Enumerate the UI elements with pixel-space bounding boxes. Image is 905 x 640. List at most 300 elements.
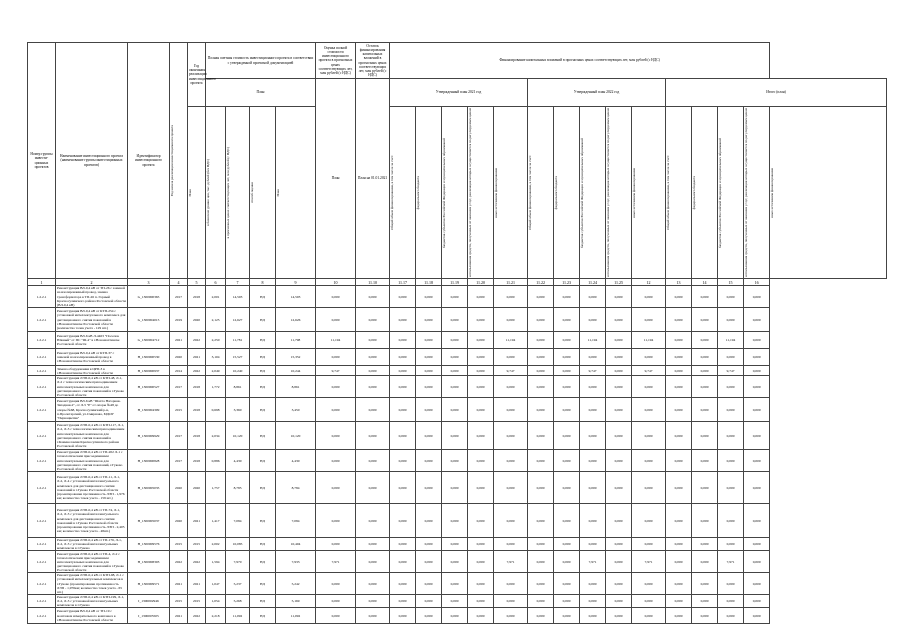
financing-value-cell: 0,000 (356, 376, 390, 398)
remaining-cell: 0,000 (316, 422, 356, 450)
financing-value-cell: 0,000 (692, 308, 718, 332)
financing-value-cell: 0,000 (468, 538, 494, 551)
year-start-cell: 2015 (170, 398, 188, 422)
base-cost-cell: 2,034 (206, 422, 226, 450)
year-start-cell: 2020 (170, 472, 188, 504)
financing-value-cell: 0,000 (744, 538, 770, 551)
column-number: 11.22 (528, 279, 554, 286)
financing-value-cell: 0,000 (666, 573, 692, 594)
financing-value-cell: 0,000 (632, 308, 666, 332)
base-cost-cell: 2,218 (206, 608, 226, 624)
column-number: 11.25 (606, 279, 632, 286)
financing-value-cell: 0,000 (528, 450, 554, 472)
rest-cost-cell: 8,784 (276, 472, 316, 504)
financing-value-cell: 0,000 (528, 308, 554, 332)
name-cell: Реконструкция ЛЭП-0,4 кВ от КТП-98, Л-1 с установкой интеллектуальных комплексов в г.Гуково (проектирование протяженность ЛЭП - 1,976км; количество точек учета - 65 шт.) (56, 573, 128, 594)
column-number: 11.24 (580, 279, 606, 286)
forecast-cost-cell: 5,237 (226, 573, 250, 594)
financing-value-cell: 0,000 (606, 398, 632, 422)
header-year-end-plan: План (188, 107, 206, 279)
rest-cost-cell: 10,404 (276, 538, 316, 551)
financing-value-cell: 0,000 (606, 308, 632, 332)
financing-value-cell: 0,000 (692, 286, 718, 308)
financing-value-cell: 0,000 (416, 422, 442, 450)
financing-value-cell: 0,000 (468, 594, 494, 607)
financing-value-cell: 0,000 (632, 349, 666, 366)
remaining-cell: 0,000 (316, 573, 356, 594)
year-end-cell: 2021 (188, 349, 206, 366)
financing-value-cell: 0,000 (442, 366, 468, 376)
base-cost-cell: 1,757 (206, 472, 226, 504)
fin-header: бюджетов субъектов Российской Федерации и муниципальных образований (580, 107, 606, 279)
base-cost-cell: 1,054 (206, 594, 226, 607)
table-row (28, 398, 887, 422)
id-cell: H_1300000828 (128, 450, 170, 472)
remaining-cell: 0,000 (316, 472, 356, 504)
rest-cost-cell: 7,933 (276, 551, 316, 573)
header-full-cost: Полная сметная стоимость инвестиционного проекта в соответствии с утвержденной проектной документацией (206, 43, 316, 79)
column-number: 16 (744, 279, 770, 286)
financing-value-cell: 0,000 (744, 286, 770, 308)
financing-value-cell: 0,000 (494, 504, 528, 538)
financing-value-cell: 0,000 (606, 422, 632, 450)
financing-value-cell: 0,000 (632, 472, 666, 504)
financing-value-cell: 0,000 (468, 551, 494, 573)
financing-value-cell: 0,000 (632, 573, 666, 594)
forecast-cost-cell: 10,240 (226, 366, 250, 376)
financing-value-cell: 0,000 (442, 349, 468, 366)
id-cell: H_1300009929 (128, 422, 170, 450)
financing-value-cell: 0,000 (554, 286, 580, 308)
financing-value-cell: 0,000 (356, 308, 390, 332)
financing-value-cell: 0,000 (416, 472, 442, 504)
method-cell: НД (250, 538, 276, 551)
base-cost-cell: 2,250 (206, 332, 226, 349)
header-remaining: Остаток финансирования капитальных вложений в прогнозных ценах соответствующих лет, млн рублей (с НДС) (356, 43, 390, 79)
financing-value-cell: 0,000 (666, 376, 692, 398)
header-c9: План (276, 107, 316, 279)
financing-value-cell: 0,000 (744, 332, 770, 349)
financing-value-cell: 0,000 (554, 573, 580, 594)
group-cell: 1.2.2.1 (28, 608, 56, 624)
financing-value-cell: 0,000 (494, 538, 528, 551)
group-cell: 1.2.2.1 (28, 504, 56, 538)
financing-value-cell: 0,000 (390, 366, 416, 376)
fin-header: бюджетов субъектов Российской Федерации и муниципальных образований (442, 107, 468, 279)
column-number: 11.21 (494, 279, 528, 286)
financing-value-cell: 0,000 (528, 551, 554, 573)
financing-value-cell: 0,000 (416, 573, 442, 594)
year-end-cell: 2018 (188, 398, 206, 422)
financing-value-cell: 0,000 (744, 376, 770, 398)
financing-value-cell: 0,000 (494, 608, 528, 624)
financing-value-cell: 0,000 (632, 398, 666, 422)
financing-value-cell: 0,000 (442, 538, 468, 551)
financing-value-cell: 0,000 (692, 551, 718, 573)
column-number: 13 (666, 279, 692, 286)
year-start-cell: 2022 (170, 551, 188, 573)
year-end-cell: 2015 (188, 538, 206, 551)
financing-value-cell: 0,000 (554, 398, 580, 422)
rest-cost-cell: 11,092 (276, 608, 316, 624)
method-cell: НД (250, 332, 276, 349)
fin-header: использования средств, полученных от оказания услуг, реализация которых осуществляется по регулируемым ценам (468, 107, 494, 279)
year-end-cell: 2018 (188, 286, 206, 308)
id-cell: H_1300005037 (128, 504, 170, 538)
year-end-cell: 2018 (188, 376, 206, 398)
financing-value-cell: 0,000 (692, 398, 718, 422)
method-cell: НД (250, 422, 276, 450)
financing-value-cell: 0,000 (356, 538, 390, 551)
financing-value-cell: 0,000 (692, 538, 718, 551)
name-cell: Замена оборудования в ЦРП-3 в г.Новошахтинске Ростовской области (56, 366, 128, 376)
group-cell: 1.2.2.1 (28, 538, 56, 551)
year-start-cell: 2017 (170, 422, 188, 450)
id-cell: G_1300000365 (128, 286, 170, 308)
remaining-cell: 9,747 (316, 366, 356, 376)
group-cell: 1.2.2.1 (28, 594, 56, 607)
method-cell: НД (250, 376, 276, 398)
financing-value-cell: 0,000 (528, 398, 554, 422)
remaining-cell: 0,000 (316, 349, 356, 366)
column-number: 5 (188, 279, 206, 286)
column-number: 12 (632, 279, 666, 286)
financing-value-cell: 7,971 (718, 551, 744, 573)
financing-value-cell: 0,000 (416, 551, 442, 573)
name-cell: Реконструкция ВЛ-6 кВ "Шахта Нагорная-Западная-2", от Л-5 "Р" от опоры №48 до опоры №68, Красносулинский р-н, п.Пролетарский, ул.Смирнова, МДОУ "Первоцветик" (56, 398, 128, 422)
remaining-cell: 0,000 (316, 398, 356, 422)
year-start-cell: 2017 (170, 286, 188, 308)
financing-value-cell: 0,000 (390, 450, 416, 472)
table-row (28, 422, 887, 450)
group-cell: 1.2.2.1 (28, 366, 56, 376)
financing-value-cell: 0,000 (390, 551, 416, 573)
base-cost-cell: 2,001 (206, 286, 226, 308)
financing-value-cell: 0,000 (416, 594, 442, 607)
financing-value-cell: 0,000 (468, 472, 494, 504)
financing-value-cell: 0,000 (356, 472, 390, 504)
financing-value-cell: 0,000 (390, 608, 416, 624)
group-cell: 1.2.2.1 (28, 286, 56, 308)
financing-value-cell: 0,000 (494, 472, 528, 504)
financing-value-cell: 0,000 (416, 398, 442, 422)
remaining-cell: 0,000 (316, 376, 356, 398)
financing-value-cell: 0,000 (442, 422, 468, 450)
financing-value-cell: 0,000 (606, 504, 632, 538)
forecast-cost-cell: 8,861 (226, 376, 250, 398)
financing-value-cell: 0,000 (744, 398, 770, 422)
financing-value-cell: 0,000 (580, 286, 606, 308)
column-number: 11.20 (468, 279, 494, 286)
financing-value-cell: 0,000 (580, 308, 606, 332)
financing-value-cell: 0,000 (416, 332, 442, 349)
financing-value-cell: 0,000 (528, 608, 554, 624)
column-number: 9 (276, 279, 316, 286)
name-cell: Реконструкция ЛЭП-0,4 кВ от ТП-4, Л-2 с технологическим присоединением интеллектуальных комплексов для дистанционного снятия показаний в г.Гуково Ростовской области (56, 551, 128, 573)
remaining-cell: 0,000 (316, 286, 356, 308)
financing-value-cell: 0,000 (744, 366, 770, 376)
column-number: 11.10 (356, 279, 390, 286)
financing-value-cell: 0,000 (528, 573, 554, 594)
group-cell: 1.2.2.1 (28, 376, 56, 398)
fin-header: бюджетов субъектов Российской Федерации и муниципальных образований (718, 107, 744, 279)
financing-value-cell: 0,000 (468, 366, 494, 376)
group-cell: 1.2.2.1 (28, 472, 56, 504)
forecast-cost-cell: 10,120 (226, 422, 250, 450)
financing-value-cell: 0,000 (580, 398, 606, 422)
financing-value-cell: 0,000 (356, 551, 390, 573)
financing-value-cell: 0,000 (744, 472, 770, 504)
financing-value-cell: 0,000 (494, 376, 528, 398)
id-cell: H_1300005035 (128, 472, 170, 504)
year-end-cell: 2022 (188, 551, 206, 573)
table-body (28, 286, 887, 624)
financing-value-cell: 0,000 (744, 422, 770, 450)
financing-value-cell: 0,000 (494, 573, 528, 594)
financing-value-cell: 0,000 (390, 286, 416, 308)
remaining-cell: 0,000 (316, 450, 356, 472)
financing-value-cell: 0,000 (580, 538, 606, 551)
financing-value-cell: 0,000 (692, 366, 718, 376)
fin-header: федерального бюджета (692, 107, 718, 279)
rest-cost-cell: 10,244 (276, 366, 316, 376)
financing-value-cell: 0,000 (468, 332, 494, 349)
header-year-end: Год окончания реализации инвестиционного проекта (188, 43, 206, 107)
financing-value-cell: 7,971 (494, 551, 528, 573)
id-cell: I_1300005505 (128, 608, 170, 624)
financing-value-cell: 9,747 (718, 366, 744, 376)
column-number: 11.23 (554, 279, 580, 286)
financing-value-cell: 0,000 (494, 398, 528, 422)
name-cell: Реконструкция ЛЭП-0,4 кВ от ТП-74, Л-1, Л-2, Л-3 с установкой интеллектуального комплекса для дистанционного снятия показаний в г.Гуково Ростовской области (проектирование протяженность ЛЭП - 2,405 км; количество точек учета - 48шт.) (56, 504, 128, 538)
financing-value-cell: 0,000 (468, 573, 494, 594)
financing-value-cell: 0,000 (718, 398, 744, 422)
financing-value-cell: 0,000 (718, 573, 744, 594)
financing-value-cell: 0,000 (718, 608, 744, 624)
header-full-cost-plan: План (206, 79, 316, 107)
financing-value-cell: 0,000 (494, 349, 528, 366)
header-c8: способ оценки (250, 107, 276, 279)
group-cell: 1.2.2.1 (28, 551, 56, 573)
investment-program-table (27, 42, 887, 624)
financing-value-cell: 0,000 (666, 308, 692, 332)
financing-value-cell: 0,000 (606, 366, 632, 376)
financing-value-cell: 0,000 (666, 551, 692, 573)
financing-value-cell: 0,000 (442, 376, 468, 398)
financing-value-cell: 0,000 (692, 332, 718, 349)
financing-value-cell: 0,000 (606, 538, 632, 551)
financing-value-cell: 0,000 (580, 376, 606, 398)
financing-value-cell: 0,000 (528, 366, 554, 376)
method-cell: НД (250, 573, 276, 594)
financing-value-cell: 0,000 (744, 504, 770, 538)
financing-value-cell: 0,000 (442, 594, 468, 607)
financing-value-cell: 0,000 (442, 551, 468, 573)
group-cell: 1.2.2.1 (28, 422, 56, 450)
financing-value-cell: 0,000 (416, 366, 442, 376)
financing-value-cell: 0,000 (692, 450, 718, 472)
financing-value-cell: 0,000 (356, 504, 390, 538)
financing-value-cell: 0,000 (718, 594, 744, 607)
financing-value-cell: 0,000 (554, 422, 580, 450)
id-cell: H_1300004309 (128, 398, 170, 422)
forecast-cost-cell: 12,627 (226, 308, 250, 332)
table-row (28, 551, 887, 573)
method-cell: НД (250, 472, 276, 504)
financing-value-cell: 0,000 (442, 398, 468, 422)
financing-value-cell: 0,000 (632, 376, 666, 398)
header-financing: Финансирование капитальных вложений в прогнозных ценах соответствующих лет, млн рублей (с НДС) (390, 43, 770, 79)
group-cell: 1.2.2.1 (28, 349, 56, 366)
financing-value-cell: 0,000 (744, 608, 770, 624)
table-row (28, 332, 887, 349)
fin-header: использования средств, полученных от оказания услуг, реализация которых осуществляется по регулируемым ценам (606, 107, 632, 279)
financing-value-cell: 0,000 (468, 422, 494, 450)
financing-value-cell: 0,000 (744, 573, 770, 594)
financing-value-cell: 0,000 (554, 366, 580, 376)
header-name: Наименование инвестиционного проекта (наименование группы инвестиционных проектов) (56, 43, 128, 279)
id-cell: H_1300009571 (128, 573, 170, 594)
forecast-cost-cell: 11,092 (226, 608, 250, 624)
financing-value-cell: 0,000 (632, 286, 666, 308)
financing-value-cell: 9,747 (580, 366, 606, 376)
remaining-cell: 11,194 (316, 332, 356, 349)
financing-value-cell: 0,000 (356, 450, 390, 472)
year-start-cell: 2017 (170, 450, 188, 472)
name-cell: Реконструкция ВЛ-6 кВ Л-4463 "Поселок Южный" от ПС "Ш-4" в г.Новошахтинске Ростовской области (56, 332, 128, 349)
rest-cost-cell: 7,084 (276, 504, 316, 538)
forecast-cost-cell: 8,785 (226, 472, 250, 504)
remaining-cell: 0,000 (316, 538, 356, 551)
remaining-cell: 7,971 (316, 551, 356, 573)
financing-value-cell: 0,000 (390, 504, 416, 538)
financing-value-cell: 0,000 (416, 504, 442, 538)
financing-value-cell: 0,000 (494, 450, 528, 472)
financing-value-cell: 0,000 (390, 472, 416, 504)
financing-value-cell: 9,747 (494, 366, 528, 376)
financing-value-cell: 0,000 (718, 538, 744, 551)
financing-value-cell: 0,000 (442, 573, 468, 594)
header-c7: в прогнозных ценах соответствующих лет, млн рублей (с НДС) (226, 107, 250, 279)
financing-value-cell: 0,000 (692, 594, 718, 607)
column-number: 10 (316, 279, 356, 286)
financing-value-cell: 0,000 (606, 472, 632, 504)
financing-value-cell: 0,000 (666, 504, 692, 538)
financing-value-cell: 0,000 (416, 349, 442, 366)
table-row (28, 573, 887, 594)
year-start-cell: 2015 (170, 594, 188, 607)
financing-value-cell: 0,000 (744, 308, 770, 332)
group-cell: 1.2.2.1 (28, 450, 56, 472)
financing-value-cell: 0,000 (666, 398, 692, 422)
name-cell: Реконструкция ЛЭП-0,4 кВ от ТП-202 Л-1 с технологическим присоединением интеллектуальных комплексов для дистанционного снятия показаний, г.Гуково Ростовской области (56, 450, 128, 472)
financing-value-cell: 0,000 (528, 349, 554, 366)
financing-value-cell: 0,000 (442, 286, 468, 308)
financing-value-cell: 0,000 (468, 398, 494, 422)
financing-value-cell: 0,000 (580, 349, 606, 366)
base-cost-cell: 0,886 (206, 450, 226, 472)
id-cell: H_1300000527 (128, 376, 170, 398)
forecast-cost-cell: 5,268 (226, 594, 250, 607)
financing-value-cell: 0,000 (666, 349, 692, 366)
base-cost-cell: 1,047 (206, 573, 226, 594)
financing-value-cell: 0,000 (390, 376, 416, 398)
base-cost-cell: 2,049 (206, 366, 226, 376)
name-cell: Реконструкция ВЛ-0,4 кВ от ТП-26 с заменой на изолированный провод, замена трансформатора в ТП-26 п. Горный Красносулинского района Ростовской области (ВЛ-0,4 кВ) (57, 286, 126, 307)
year-end-cell: 2015 (188, 594, 206, 607)
rest-cost-cell: 11,798 (276, 332, 316, 349)
financing-value-cell: 11,194 (494, 332, 528, 349)
group-cell: 1.2.2.1 (28, 308, 56, 332)
financing-value-cell: 0,000 (442, 332, 468, 349)
fin-header: Общий объем финансирования, в том числе за счет: (528, 107, 554, 279)
header-id: Идентификатор инвестиционного проекта (128, 43, 170, 279)
financing-value-cell: 0,000 (390, 332, 416, 349)
column-number: 8 (250, 279, 276, 286)
base-cost-cell: 0,698 (206, 398, 226, 422)
financing-value-cell: 0,000 (554, 308, 580, 332)
group-cell: 1.2.2.1 (28, 332, 56, 349)
year-start-cell: 2019 (170, 308, 188, 332)
financing-value-cell: 0,000 (606, 594, 632, 607)
header-c6: в базисном уровне цен, тыс. рублей (без НДС) (206, 107, 226, 279)
remaining-cell: 0,000 (316, 308, 356, 332)
name-cell: Реконструкция ВЛ-0,4 кВ от ТП-19 с монтажом измерительного комплекса в г.Новошахтинске Ростовской области (56, 608, 128, 624)
financing-value-cell: 0,000 (356, 398, 390, 422)
financing-value-cell: 0,000 (390, 538, 416, 551)
financing-value-cell: 0,000 (744, 349, 770, 366)
financing-value-cell: 0,000 (528, 472, 554, 504)
financing-value-cell: 0,000 (554, 538, 580, 551)
financing-value-cell: 0,000 (416, 608, 442, 624)
table-row (28, 376, 887, 398)
year-end-cell: 2021 (188, 573, 206, 594)
financing-value-cell: 0,000 (666, 538, 692, 551)
forecast-cost-cell: 14,503 (226, 286, 250, 308)
financing-value-cell: 7,971 (632, 551, 666, 573)
forecast-cost-cell: 3,360 (226, 398, 250, 422)
investment-table-page (27, 42, 887, 624)
name-cell: Реконструкция ЛЭП-0,4 кВ от ТП-11, Л-1, Л-2, Л-4 с установкой интеллектуального комплекса для дистанционного снятия показаний в г.Гуково Ростовской области (проектирование протяженность ЛЭП - 1,976 км; количество точек учета - 159 шт.) (56, 472, 128, 504)
column-number: 1 (28, 279, 56, 286)
financing-value-cell: 0,000 (528, 538, 554, 551)
financing-value-cell: 0,000 (692, 422, 718, 450)
financing-value-cell: 0,000 (416, 538, 442, 551)
year-start-cell: 2020 (170, 349, 188, 366)
financing-value-cell: 0,000 (390, 308, 416, 332)
table-row (28, 349, 887, 366)
method-cell: НД (250, 286, 276, 308)
id-cell: H_1300000937 (128, 366, 170, 376)
base-cost-cell: 3,104 (206, 349, 226, 366)
financing-value-cell: 11,194 (580, 332, 606, 349)
financing-value-cell: 0,000 (606, 349, 632, 366)
financing-value-cell: 0,000 (718, 472, 744, 504)
financing-value-cell: 0,000 (528, 422, 554, 450)
year-start-cell: 2015 (170, 538, 188, 551)
financing-value-cell: 0,000 (718, 422, 744, 450)
financing-value-cell: 0,000 (528, 504, 554, 538)
name-cell: Реконструкция ЛЭП-0,4 кВ от КТП-48, Л-1, Л-2 с технологическим присоединением интеллектуальных комплексов для дистанционного снятия показаний в г.Гуково Ростовской области (56, 376, 128, 398)
year-end-cell: 2021 (188, 504, 206, 538)
financing-value-cell: 0,000 (356, 286, 390, 308)
financing-value-cell: 0,000 (528, 594, 554, 607)
financing-value-cell: 0,000 (666, 366, 692, 376)
method-cell: НД (250, 504, 276, 538)
financing-value-cell: 0,000 (390, 349, 416, 366)
financing-value-cell: 0,000 (554, 594, 580, 607)
method-cell: НД (250, 398, 276, 422)
